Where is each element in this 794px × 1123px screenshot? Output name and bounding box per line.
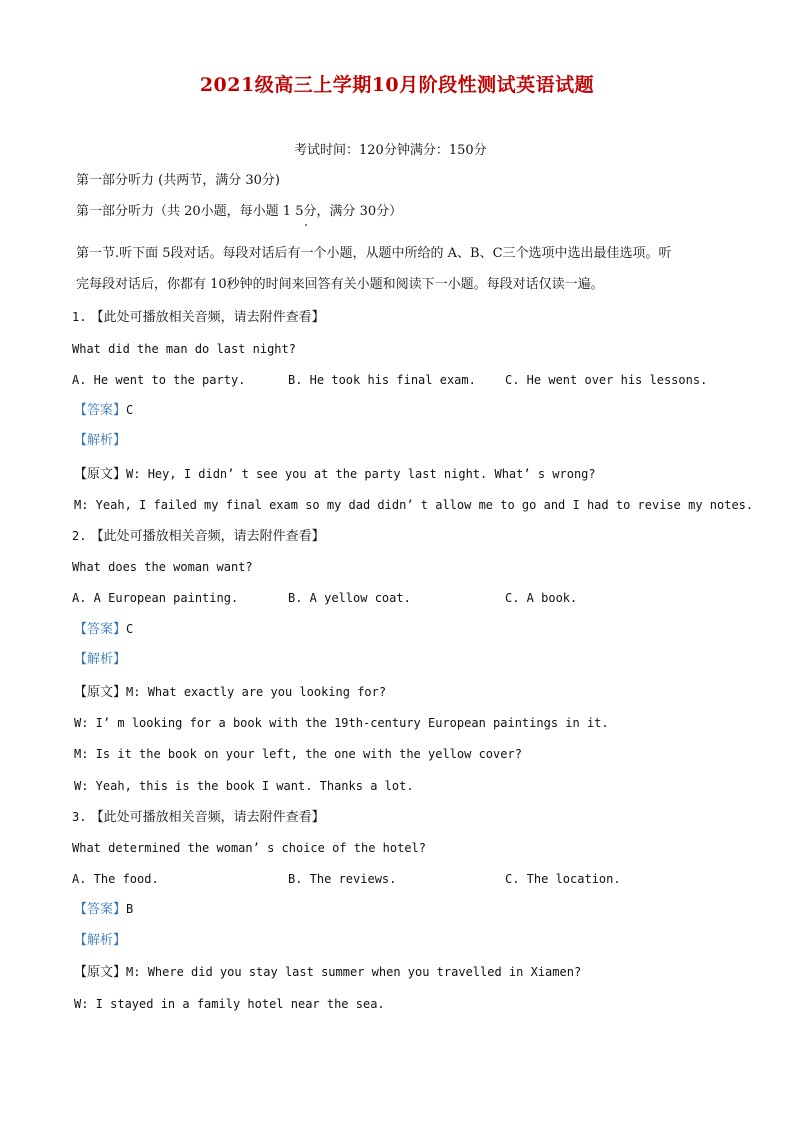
exam-info: 考试时间：120分钟满分：150分 (294, 143, 487, 158)
q3-audio-notice[interactable]: 【此处可播放相关音频，请去附件查看】 (90, 810, 325, 825)
q3-original-tag: 【原文】 (74, 965, 127, 980)
q2-transcript-line3: M: Is it the book on your left, the one with the yellow cover? (74, 747, 522, 761)
q1-answer-line (74, 401, 133, 420)
q2-number: 2. (72, 529, 87, 543)
q1-answer-tag: 【答案】 (74, 403, 127, 418)
q2-question: What does the woman want? (72, 560, 253, 574)
q2-answer: C (126, 622, 134, 636)
q3-transcript-line2: W: I stayed in a family hotel near the sea. (74, 997, 385, 1011)
part1-heading: 第一部分听力 (共两节，满分 30分) (76, 173, 280, 188)
q3-option-b: B. The reviews. (288, 872, 397, 886)
q1-transcript-line1 (74, 465, 596, 484)
q1-option-c: C. He went over his lessons. (505, 373, 708, 387)
q3-analysis-tag: 【解析】 (74, 933, 127, 948)
q3-question: What determined the woman’ s choice of the hotel? (72, 841, 427, 855)
q3-audio-line (72, 808, 325, 827)
q3-option-a: A. The food. (72, 872, 159, 886)
q2-transcript-line1 (74, 683, 386, 702)
stray-dot (305, 224, 307, 226)
q2-transcript-text1: M: What exactly are you looking for? (126, 685, 387, 699)
q2-analysis-tag: 【解析】 (74, 652, 127, 667)
q2-original-tag: 【原文】 (74, 685, 127, 700)
q2-audio-line (72, 527, 325, 546)
q1-transcript-text1: W: Hey, I didn’ t see you at the party last night. What’ s wrong? (126, 467, 596, 481)
q1-audio-line (72, 308, 325, 327)
q1-option-a: A. He went to the party. (72, 373, 246, 387)
q2-option-a: A. A European painting. (72, 591, 239, 605)
q1-question: What did the man do last night? (72, 342, 296, 356)
q1-number: 1. (72, 310, 87, 324)
section1-instructions-line2: 完每段对话后，你都有 10秒钟的时间来回答有关小题和阅读下一小题。每段对话仅读一遍。 (76, 277, 604, 292)
q3-transcript-text1: M: Where did you stay last summer when you travelled in Xiamen? (126, 965, 582, 979)
document-title: 2021级高三上学期10月阶段性测试英语试题 (199, 74, 595, 96)
q2-transcript-line2: W: I’ m looking for a book with the 19th-century European paintings in it. (74, 716, 609, 730)
q2-option-c: C. A book. (505, 591, 578, 605)
q3-answer-line (74, 900, 133, 919)
q1-analysis-tag: 【解析】 (74, 433, 127, 448)
section1-instructions-line1: 第一节.听下面 5段对话。每段对话后有一个小题，从题中所给的 A、B、C三个选项中选出最佳选项。听 (76, 246, 672, 261)
q3-number: 3. (72, 810, 87, 824)
q3-answer: B (126, 902, 134, 916)
q3-option-c: C. The location. (505, 872, 621, 886)
q2-answer-line (74, 620, 133, 639)
q2-answer-tag: 【答案】 (74, 622, 127, 637)
q2-audio-notice[interactable]: 【此处可播放相关音频，请去附件查看】 (90, 529, 325, 544)
q3-transcript-line1 (74, 963, 581, 982)
q1-transcript-line2: M: Yeah, I failed my final exam so my dad didn’ t allow me to go and I had to revise my notes. (74, 498, 754, 512)
q2-option-b: B. A yellow coat. (288, 591, 411, 605)
q1-answer: C (126, 403, 134, 417)
q1-original-tag: 【原文】 (74, 467, 127, 482)
q1-option-b: B. He took his final exam. (288, 373, 476, 387)
q1-audio-notice[interactable]: 【此处可播放相关音频，请去附件查看】 (90, 310, 325, 325)
part1-subheading: 第一部分听力（共 20小题，每小题 1 5分，满分 30分） (76, 204, 403, 219)
q2-transcript-line4: W: Yeah, this is the book I want. Thanks a lot. (74, 779, 414, 793)
q3-answer-tag: 【答案】 (74, 902, 127, 917)
